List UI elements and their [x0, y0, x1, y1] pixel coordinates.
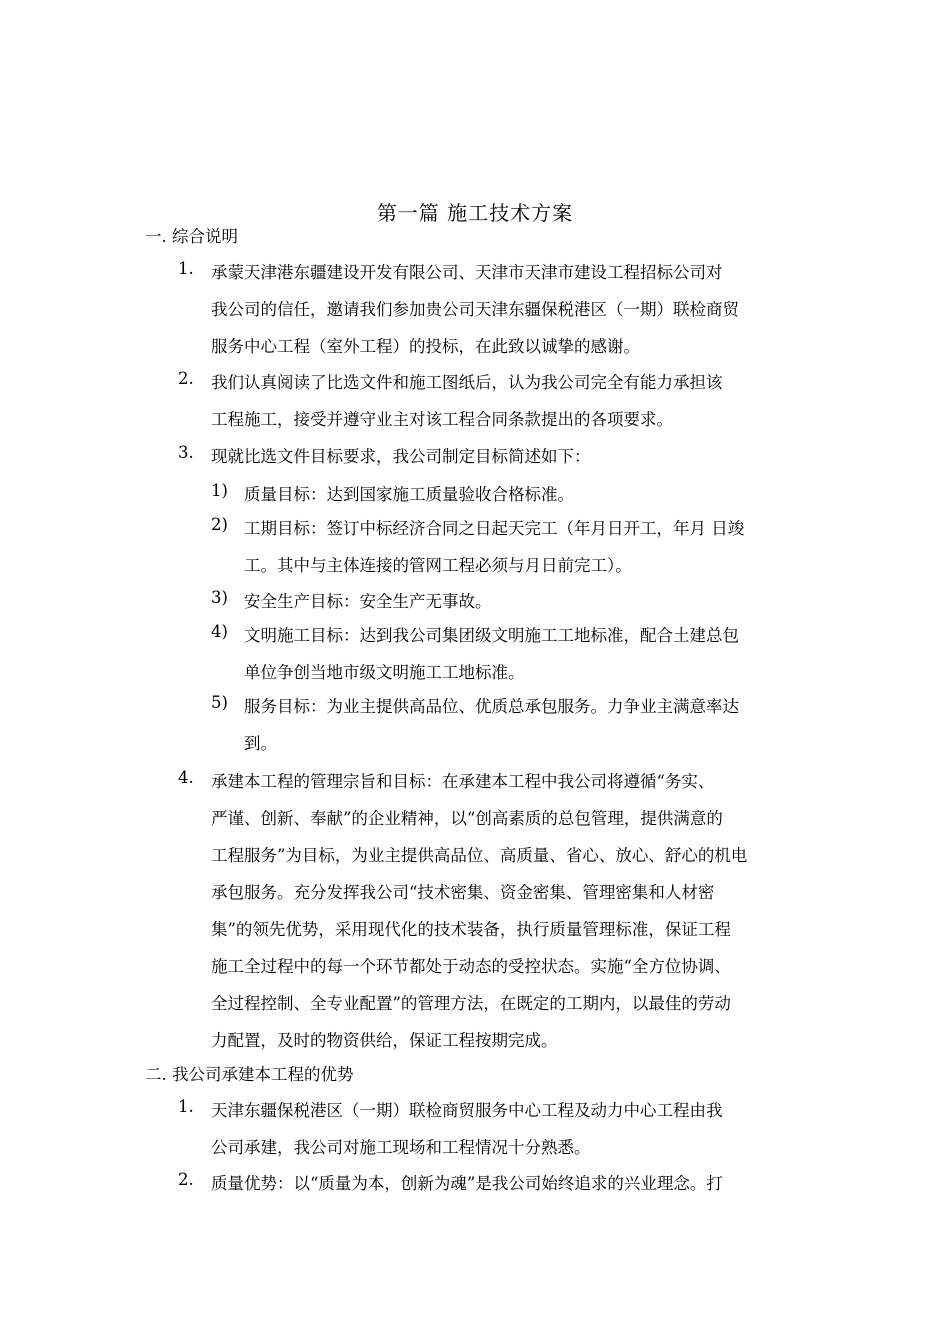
item-line: 公司承建，我公司对施工现场和工程情况十分熟悉。 — [211, 1138, 591, 1157]
item-line: 严谨、创新、奉献”的企业精神，以“创高素质的总包管理，提供满意的 — [211, 809, 723, 828]
item-line: 我公司的信任，邀请我们参加贵公司天津东疆保税港区（一期）联检商贸 — [211, 300, 739, 319]
item-line: 质量优势：以“质量为本，创新为魂”是我公司始终追求的兴业理念。打 — [211, 1174, 723, 1193]
item-number: 2. — [178, 369, 194, 388]
goal-line: 质量目标：达到国家施工质量验收合格标准。 — [244, 485, 574, 504]
item-line: 天津东疆保税港区（一期）联检商贸服务中心工程及动力中心工程由我 — [211, 1101, 723, 1120]
goal-line: 到。 — [244, 734, 277, 753]
item-number: 1. — [178, 259, 194, 278]
item-line: 承蒙天津港东疆建设开发有限公司、天津市天津市建设工程招标公司对 — [211, 263, 723, 282]
goal-number: 5) — [211, 693, 228, 712]
goal-line: 工期目标：签订中标经济合同之日起天完工（年月日开工，年月 日竣 — [244, 519, 745, 538]
item-line: 力配置，及时的物资供给，保证工程按期完成。 — [211, 1031, 558, 1050]
goal-line: 服务目标：为业主提供高品位、优质总承包服务。力争业主满意率达 — [244, 697, 739, 716]
goal-number: 1) — [211, 481, 228, 500]
goal-line: 单位争创当地市级文明施工工地标准。 — [244, 663, 525, 682]
item-number: 2. — [178, 1170, 194, 1189]
goal-line: 安全生产目标：安全生产无事故。 — [244, 592, 492, 611]
goal-line: 工。其中与主体连接的管网工程必须与月日前完工）。 — [244, 556, 632, 575]
goal-line: 文明施工目标：达到我公司集团级文明施工工地标准，配合土建总包 — [244, 626, 739, 645]
item-line: 我们认真阅读了比选文件和施工图纸后，认为我公司完全有能力承担该 — [211, 373, 723, 392]
item-number: 1. — [178, 1097, 194, 1116]
page-title: 第一篇 施工技术方案 — [376, 201, 574, 225]
item-line: 现就比选文件目标要求，我公司制定目标简述如下： — [211, 447, 591, 466]
item-line: 服务中心工程（室外工程）的投标，在此致以诚挚的感谢。 — [211, 337, 640, 356]
item-line: 工程施工，接受并遵守业主对该工程合同条款提出的各项要求。 — [211, 410, 673, 429]
item-line: 施工全过程中的每一个环节都处于动态的受控状态。实施“全方位协调、 — [211, 957, 731, 976]
goal-number: 3) — [211, 588, 228, 607]
item-line: 承包服务。充分发挥我公司“技术密集、资金密集、管理密集和人材密 — [211, 883, 715, 902]
item-line: 集”的领先优势，采用现代化的技术装备，执行质量管理标准，保证工程 — [211, 920, 731, 939]
goal-number: 2) — [211, 515, 228, 534]
item-number: 4. — [178, 768, 194, 787]
item-line: 工程服务”为目标，为业主提供高品位、高质量、省心、放心、舒心的机电 — [211, 846, 748, 865]
item-line: 全过程控制、全专业配置”的管理方法，在既定的工期内，以最佳的劳动 — [211, 994, 731, 1013]
section-heading-advantages: 二. 我公司承建本工程的优势 — [145, 1065, 354, 1084]
item-line: 承建本工程的管理宗旨和目标：在承建本工程中我公司将遵循“务实、 — [211, 772, 715, 791]
goal-number: 4) — [211, 622, 228, 641]
section-heading-overview: 一. 综合说明 — [145, 227, 238, 246]
item-number: 3. — [178, 443, 194, 462]
